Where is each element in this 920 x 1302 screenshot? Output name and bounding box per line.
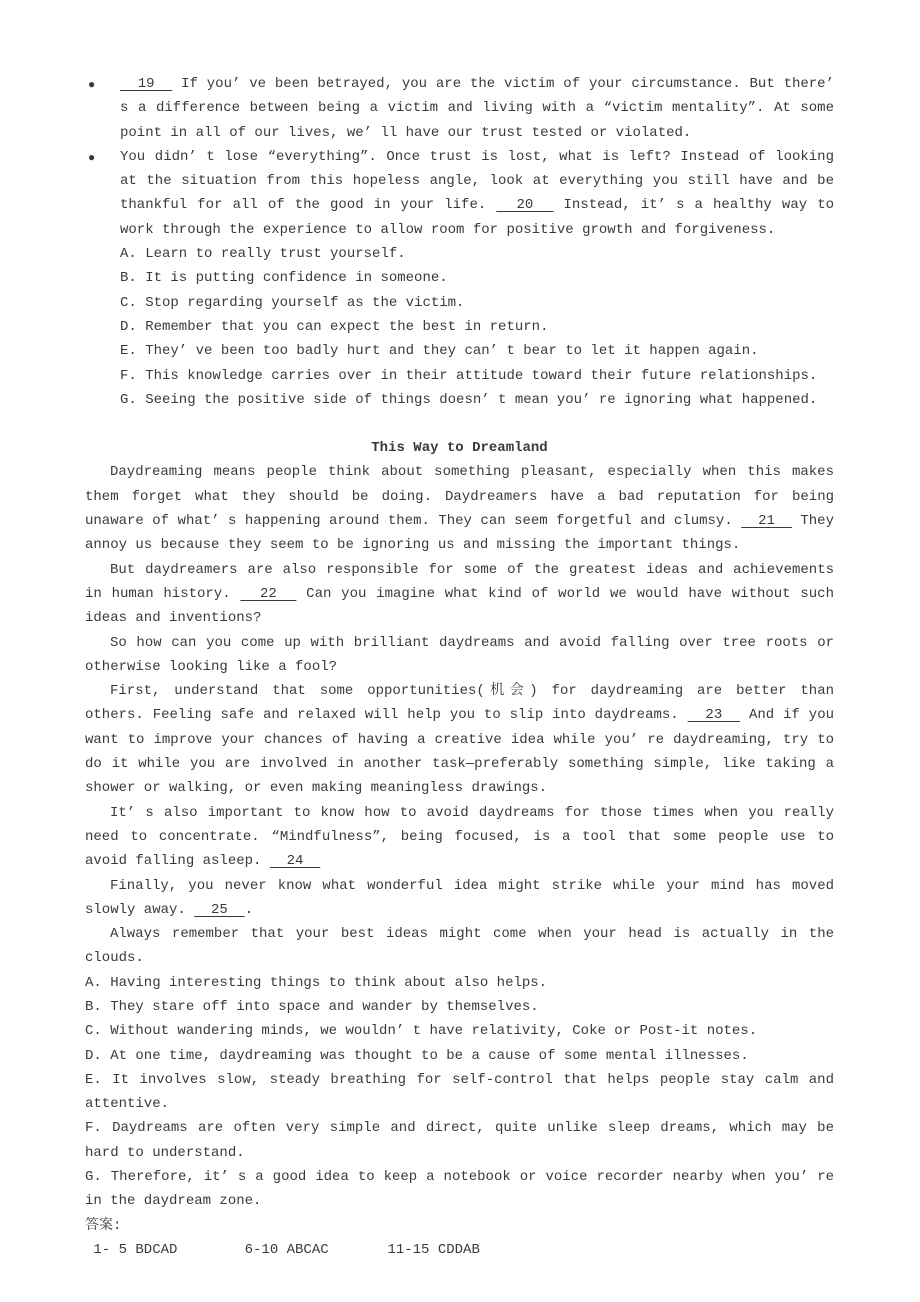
option-line: C. Without wandering minds, we wouldn’ t have relativity, Coke or Post-it notes. bbox=[85, 1023, 758, 1040]
option-line: F. This knowledge carries over in their attitude toward their future relationships. bbox=[120, 367, 818, 384]
article-title: This Way to Dreamland bbox=[371, 440, 548, 457]
paragraph: But daydreamers are also responsible for some of the greatest ideas and achievements in human history. 22 Can you imagine what kind of world we would have without such ideas and inventions? bbox=[85, 561, 834, 627]
blank-24: 24 bbox=[269, 853, 321, 870]
option-line: A. Learn to really trust yourself. bbox=[120, 246, 406, 263]
option-line: F. Daydreams are often very simple and direct, quite unlike sleep dreams, which may be hard to understand. bbox=[85, 1120, 834, 1161]
options-list-1 bbox=[85, 242, 834, 412]
bullet-item bbox=[85, 72, 834, 145]
bullet-item bbox=[85, 145, 834, 242]
option-line: B. They stare off into space and wander by themselves. bbox=[85, 998, 539, 1015]
option-line: E. They’ ve been too badly hurt and they can’ t bear to let it happen again. bbox=[120, 343, 759, 360]
bullet-icon: ● bbox=[88, 150, 96, 165]
answers-line: 1- 5 BDCAD 6-10 ABCAC 11-15 CDDAB bbox=[85, 1241, 480, 1258]
paragraph: It’ s also important to know how to avoid daydreams for those times when you really need to concentrate. “Mindfulness”, being focused, is a tool that some people use to avoid falling asleep. 24 bbox=[85, 804, 834, 870]
option-line: D. At one time, daydreaming was thought to be a cause of some mental illnesses. bbox=[85, 1047, 749, 1064]
blank-20: 20 bbox=[496, 197, 554, 214]
blank-21: 21 bbox=[741, 513, 792, 530]
blank-25: 25 bbox=[194, 901, 245, 918]
paragraph: Always remember that your best ideas might come when your head is actually in the clouds. bbox=[85, 926, 834, 967]
paragraph: First, understand that some opportunities(机会) for daydreaming are better than others. Feeling safe and relaxed will help you to slip into daydreams. 23 And if you want to improve your chances of having a creative idea while you’ re daydreaming, try to do it while you are involved in another task—preferably something simple, like taking a shower or walking, or even making meaningless drawings. bbox=[85, 683, 835, 797]
bullet-icon: ● bbox=[88, 78, 96, 92]
paragraph: So how can you come up with brilliant daydreams and avoid falling over tree roots or otherwise looking like a fool? bbox=[85, 634, 834, 675]
blank-23: 23 bbox=[687, 707, 741, 724]
answers-label: 答案: bbox=[85, 1217, 122, 1234]
paragraph: Finally, you never know what wonderful idea might strike while your mind has moved slowly away. 25 . bbox=[85, 877, 834, 918]
option-line: G. Therefore, it’ s a good idea to keep a notebook or voice recorder nearby when you’ re in the daydream zone. bbox=[85, 1169, 834, 1210]
option-line: G. Seeing the positive side of things doesn’ t mean you’ re ignoring what happened. bbox=[120, 391, 818, 408]
blank-22: 22 bbox=[240, 585, 297, 602]
option-line: C. Stop regarding yourself as the victim. bbox=[120, 294, 465, 311]
option-line: E. It involves slow, steady breathing for self-control that helps people stay calm and attentive. bbox=[85, 1071, 834, 1113]
paragraph: Daydreaming means people think about something pleasant, especially when this makes them forget what they should be doing. Daydreamers have a bad reputation for being unaware of what’ s happening around them. They can seem forgetful and clumsy. 21 They annoy us because they seem to be ignoring us and missing the important things. bbox=[85, 464, 834, 554]
bullet-text: 19 If you’ ve been betrayed, you are the victim of your circumstance. But there’ s a difference between being a victim and living with a “victim mentality”. At some point in all of our lives, we’ ll have our trust tested or violated. bbox=[120, 76, 834, 141]
options-list-2 bbox=[85, 971, 834, 1214]
bullet-text: You didn’ t lose “everything”. Once trust is lost, what is left? Instead of looking at the situation from this hopeless angle, look at everything you still have and be thankful for all of the good in your life. 20 Instead, it’ s a healthy way to work through the experience to allow room for positive growth and forgiveness. bbox=[120, 148, 834, 238]
option-line: D. Remember that you can expect the best in return. bbox=[120, 318, 549, 335]
option-line: A. Having interesting things to think about also helps. bbox=[85, 974, 548, 991]
option-line: B. It is putting confidence in someone. bbox=[120, 270, 448, 287]
blank-19: 19 bbox=[120, 76, 173, 92]
